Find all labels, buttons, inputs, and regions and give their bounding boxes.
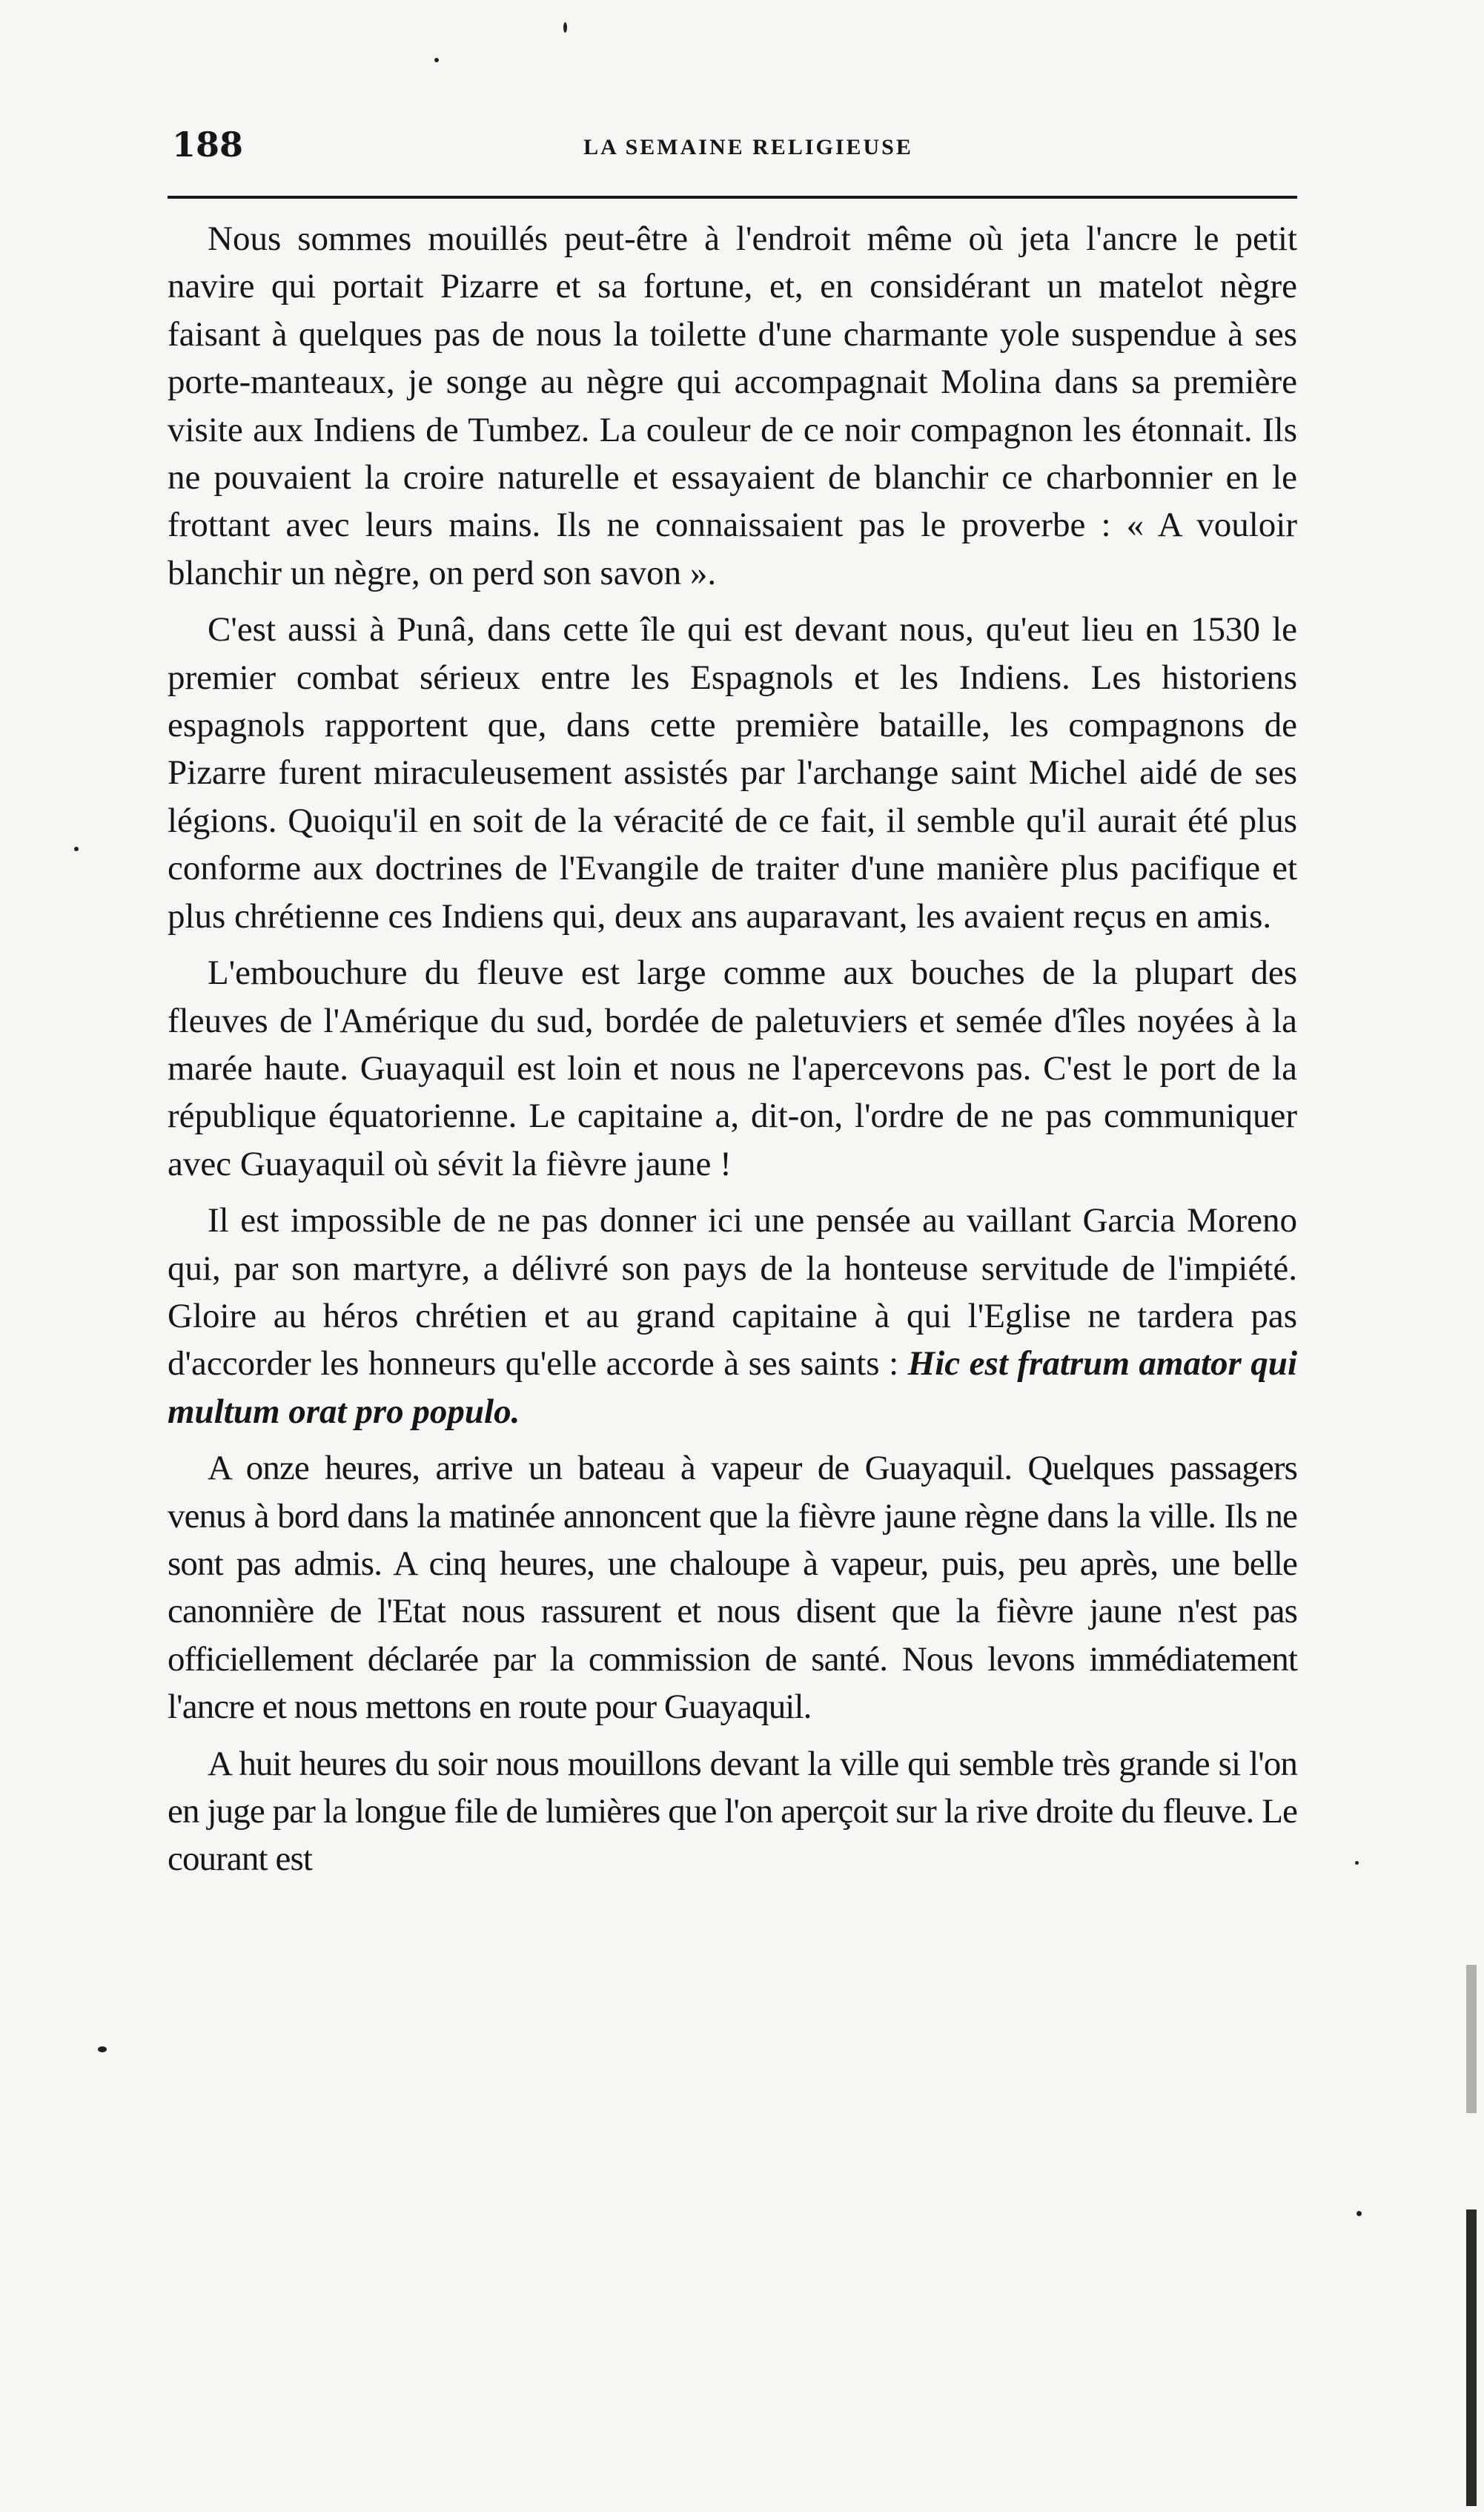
header-rule	[168, 196, 1297, 199]
paragraph: A onze heures, arrive un bateau à vapeur de Guayaquil. Quelques passagers venus à bord dans la matinée annoncent que la fièvre jaune règne dans la ville. Ils ne sont pas admis. A cinq heures, une chaloupe à vapeur, puis, peu après, une belle canonnière de l'Etat nous rassurent et nous disent que la fièvre jaune n'est pas officiellement déclarée par la commission de santé. Nous levons immédiatement l'ancre et nous mettons en route pour Guayaquil.	[168, 1449, 1297, 1727]
paragraph-text: Il est impossible de ne pas donner ici une pensée au vaillant Garcia Moreno qui, par son martyre, a délivré son pays de la honteuse servitude de l'impiété. Gloire au héros chrétien et au grand capitaine à qui l'Eglise ne tardera pas d'accorder les honneurs qu'elle accorde à ses saints :	[168, 1201, 1297, 1384]
scan-speck	[1355, 1861, 1359, 1865]
latin-quotation: Hic est fratrum amator qui multum orat pro populo.	[168, 1344, 1298, 1431]
paragraph: A huit heures du soir nous mouillons devant la ville qui semble très grande si l'on en juge par la longue file de lumières que l'on aperçoit sur la rive droite du fleuve. Le courant est	[168, 1744, 1297, 1879]
paragraph	[168, 1197, 1297, 1435]
running-head: LA SEMAINE RELIGIEUSE	[583, 135, 913, 159]
paragraph: L'embouchure du fleuve est large comme aux bouches de la plupart des fleuves de l'Amérique du sud, bordée de paletuviers et semée d'îles noyées à la marée haute. Guayaquil est loin et nous ne l'apercevons pas. C'est le port de la république équatorienne. Le capitaine a, dit-on, l'ordre de ne pas communiquer avec Guayaquil où sévit la fièvre jaune !	[168, 953, 1297, 1183]
scan-speck	[1357, 2211, 1362, 2216]
scan-margin-bar	[1466, 2209, 1477, 2506]
scan-speck	[74, 847, 79, 851]
page-number: 188	[172, 125, 244, 165]
scan-speck	[563, 22, 567, 33]
scan-speck	[98, 2046, 107, 2052]
scan-speck	[434, 58, 439, 62]
page-header	[172, 125, 1284, 169]
scan-margin-bar	[1466, 1965, 1477, 2113]
body-text	[168, 215, 1297, 1892]
paragraph: C'est aussi à Punâ, dans cette île qui est devant nous, qu'eut lieu en 1530 le premier combat sérieux entre les Espagnols et les Indiens. Les historiens espagnols rapportent que, dans cette première bataille, les compagnons de Pizarre furent miraculeusement assistés par l'archange saint Michel aidé de ses légions. Quoiqu'il en soit de la véracité de ce fait, il semble qu'il aurait été plus conforme aux doctrines de l'Evangile de traiter d'une manière plus pacifique et plus chrétienne ces Indiens qui, deux ans auparavant, les avaient reçus en amis.	[168, 610, 1297, 936]
paragraph: Nous sommes mouillés peut-être à l'endroit même où jeta l'ancre le petit navire qui portait Pizarre et sa fortune, et, en considérant un matelot nègre faisant à quelques pas de nous la toilette d'une charmante yole suspendue à ses porte-manteaux, je songe au nègre qui accompagnait Molina dans sa première visite aux Indiens de Tumbez. La couleur de ce noir compagnon les étonnait. Ils ne pouvaient la croire naturelle et essayaient de blanchir ce charbonnier en le frottant avec leurs mains. Ils ne connaissaient pas le proverbe : « A vouloir blanchir un nègre, on perd son savon ».	[168, 219, 1297, 592]
